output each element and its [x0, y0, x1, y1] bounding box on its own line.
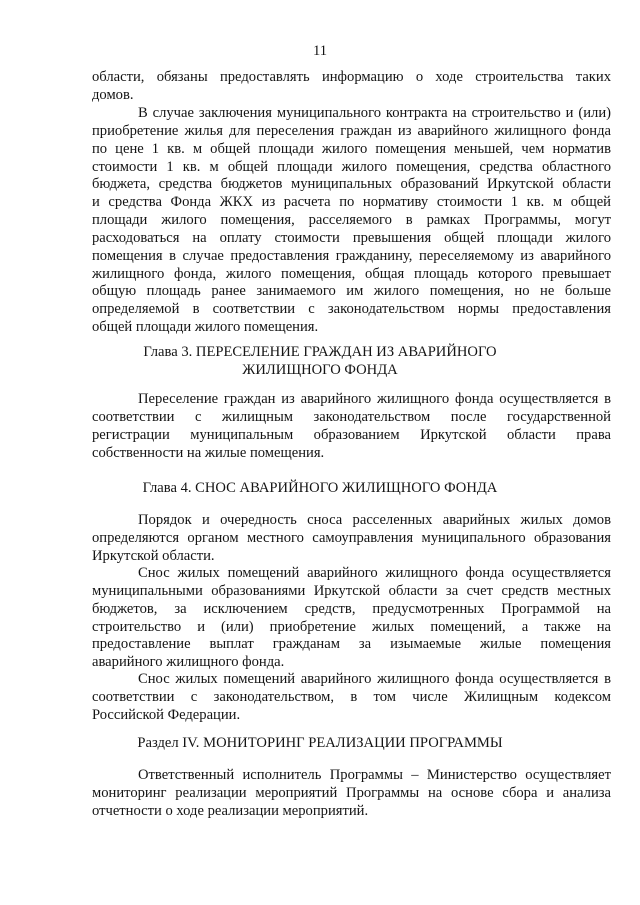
paragraph-line: общую площадь ранее занимаемого им жилого помещения, но не больше: [92, 283, 611, 300]
paragraph-line: домов.: [92, 86, 134, 103]
section-4-heading: [0, 734, 640, 752]
paragraph-continuation: [92, 69, 611, 105]
paragraph-line: по цене 1 кв. м общей площади жилого помещения меньшей, чем норматив: [92, 140, 611, 157]
paragraph-line: и средства Фонда ЖКХ из расчета по нормативу стоимости 1 кв. м общей: [92, 194, 611, 211]
paragraph-line: бюджетов, за исключением средств, предусмотренных Программой на: [92, 600, 611, 617]
paragraph-line: предоставление выплат гражданам за изымаемые жилые помещения: [92, 636, 611, 653]
paragraph-line: В случае заключения муниципального контракта на строительство и (или): [138, 105, 611, 121]
paragraph-line: Переселение граждан из аварийного жилищного фонда осуществляется в: [138, 391, 611, 407]
paragraph-line: соответствии с законодательством, в том числе Жилищным кодексом: [92, 688, 611, 705]
paragraph-line: отчетности о ходе реализации мероприятий.: [92, 802, 369, 819]
paragraph-line: площади жилого помещения, расселяемого в рамках Программы, могут: [92, 212, 611, 229]
paragraph-line: аварийного жилищного фонда.: [92, 654, 285, 671]
paragraph-line: помещения в случае предоставления гражданину, переселяемому из аварийного: [92, 247, 611, 264]
paragraph-line: общей площади жилого помещения.: [92, 319, 319, 336]
paragraph-line: жилищного фонда, жилого помещения, общая площадь которого превышает: [92, 265, 611, 282]
paragraph-line: Снос жилых помещений аварийного жилищного фонда осуществляется в: [138, 671, 611, 687]
paragraph-line: Иркутской области.: [92, 547, 215, 564]
paragraph-monitoring: [92, 767, 611, 821]
heading-line: ЖИЛИЩНОГО ФОНДА: [242, 362, 398, 378]
paragraph-line: расходоваться на оплату стоимости превышения общей площади жилого: [92, 229, 611, 246]
paragraph-line: приобретение жилья для переселения граждан из аварийного жилищного фонда: [92, 122, 611, 139]
paragraph-demolition-law: [92, 671, 611, 725]
paragraph-line: стоимости 1 кв. м общей площади жилого помещения, средства областного: [92, 158, 611, 175]
paragraph-line: области, обязаны предоставлять информацию о ходе строительства таких: [92, 69, 611, 85]
chapter-3-heading: [0, 343, 640, 379]
paragraph-line: Ответственный исполнитель Программы – Министерство осуществляет: [138, 767, 611, 783]
paragraph-line: муниципальными образованиями Иркутской области за счет средств местных: [92, 582, 611, 599]
paragraph-line: Снос жилых помещений аварийного жилищного фонда осуществляется: [138, 565, 611, 581]
paragraph-line: строительство и (или) приобретение жилых помещений, а также на: [92, 618, 611, 635]
paragraph-line: Порядок и очередность сноса расселенных аварийных жилых домов: [138, 512, 611, 528]
heading-line: Глава 3. ПЕРЕСЕЛЕНИЕ ГРАЖДАН ИЗ АВАРИЙНОГО: [143, 344, 497, 360]
paragraph-line: собственности на жилые помещения.: [92, 444, 325, 461]
page-number: 11: [312, 43, 328, 59]
paragraph-line: мониторинг реализации мероприятий Программы на основе сбора и анализа: [92, 784, 611, 801]
paragraph-demolition-funding: [92, 565, 611, 672]
heading-line: Глава 4. СНОС АВАРИЙНОГО ЖИЛИЩНОГО ФОНДА: [142, 480, 498, 496]
paragraph-line: Российской Федерации.: [92, 706, 241, 723]
paragraph-line: регистрации муниципальным образованием Иркутской области права: [92, 426, 611, 443]
paragraph-line: определяемой в соответствии с законодательством нормы предоставления: [92, 301, 611, 318]
paragraph-resettlement: [92, 391, 611, 462]
paragraph-demolition-order: [92, 512, 611, 566]
chapter-4-heading: [0, 479, 640, 497]
heading-line: Раздел IV. МОНИТОРИНГ РЕАЛИЗАЦИИ ПРОГРАММЫ: [137, 735, 503, 751]
paragraph-municipal-contract: [92, 105, 611, 337]
paragraph-line: определяются органом местного самоуправления муниципального образования: [92, 529, 611, 546]
paragraph-line: бюджета, средства бюджетов муниципальных образований Иркутской области: [92, 176, 611, 193]
paragraph-line: соответствии с жилищным законодательством после государственной: [92, 408, 611, 425]
